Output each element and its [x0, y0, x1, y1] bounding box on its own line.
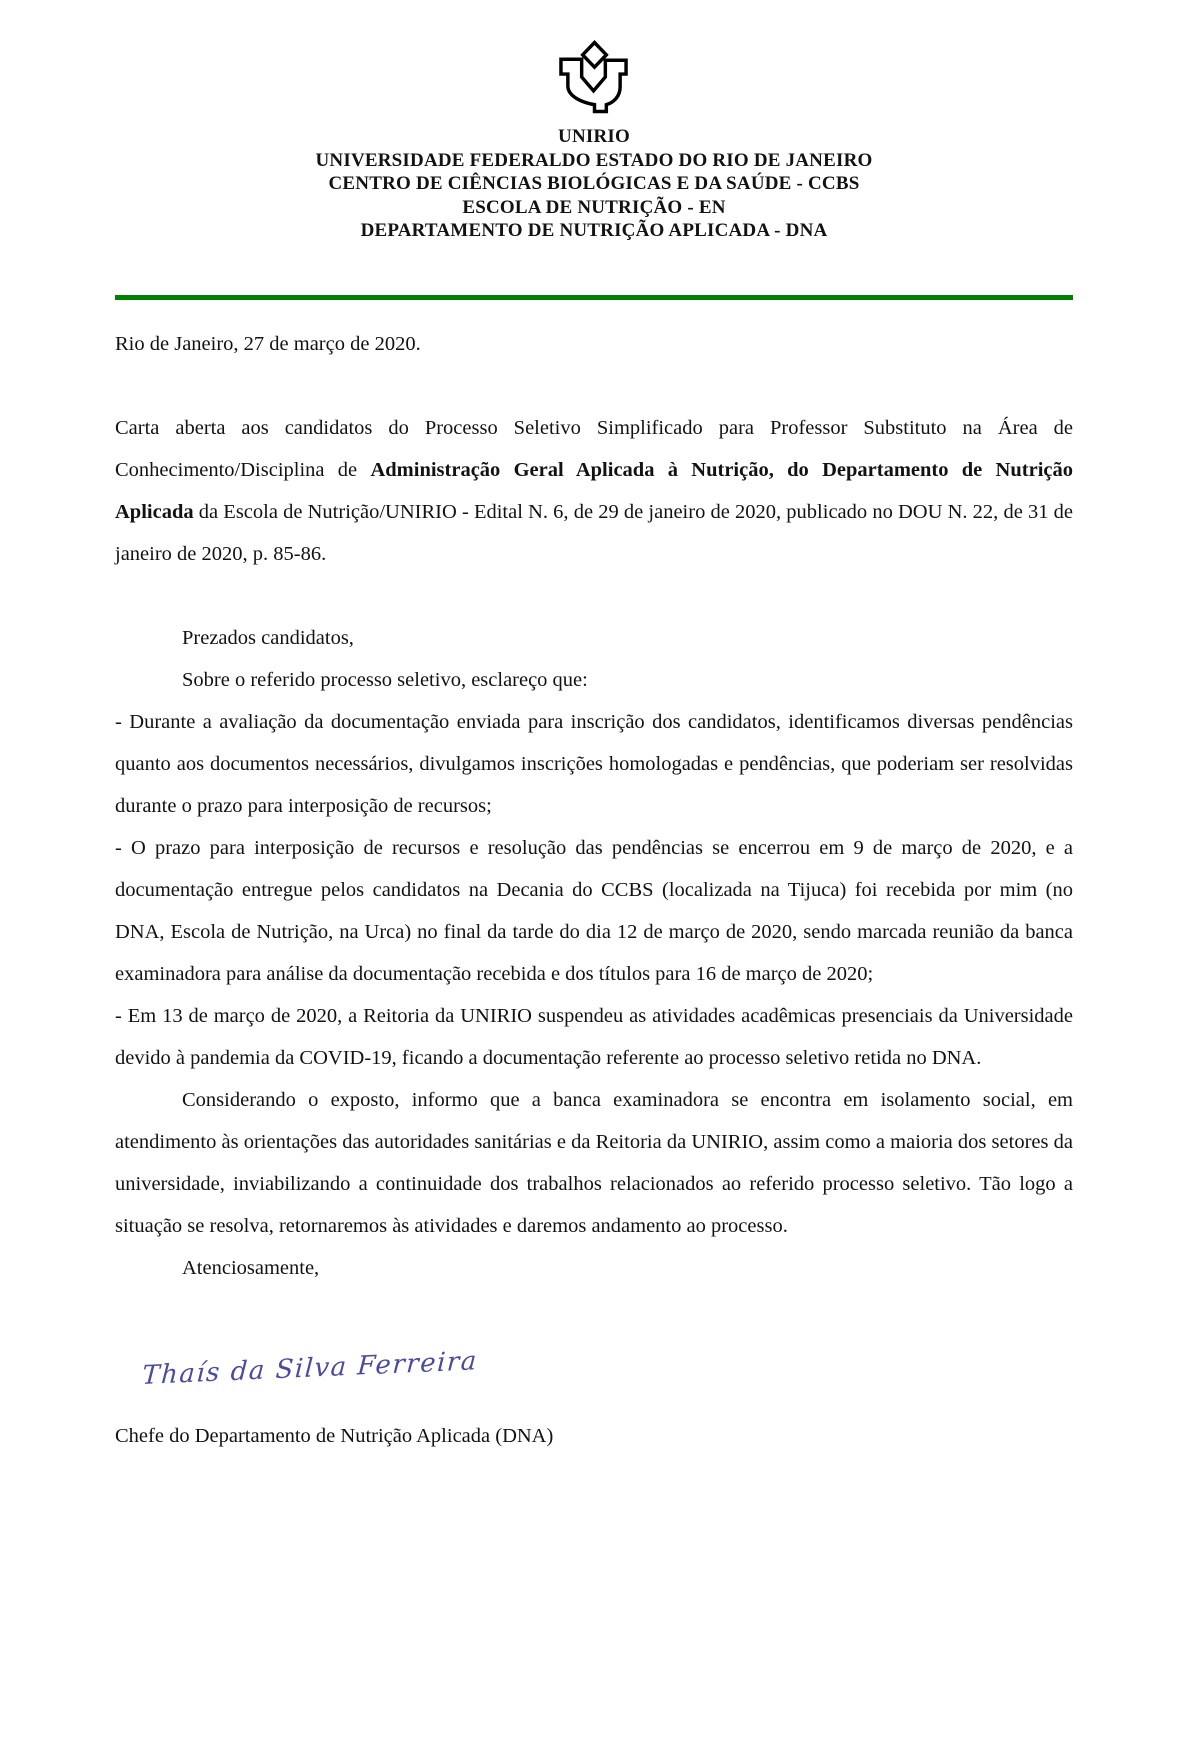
date-line: Rio de Janeiro, 27 de março de 2020.	[115, 332, 421, 355]
salutation-line: Prezados candidatos,	[182, 626, 354, 649]
intro-text-part2: da Escola de Nutrição/UNIRIO - Edital N. 6, de 29 de janeiro de 2020, publicado no DOU N. 22, de 31 de janeiro de 2020, p. 85-86.	[115, 500, 1073, 565]
header-divider-rule	[115, 295, 1073, 300]
opening-line: Sobre o referido processo seletivo, esclareço que:	[182, 668, 588, 691]
item-paragraph-3: - Em 13 de março de 2020, a Reitoria da UNIRIO suspendeu as atividades acadêmicas presenciais da Universidade devido à pandemia da COVID-19, ficando a documentação referente ao processo seletivo retida no DNA.	[115, 1004, 1073, 1069]
institution-acronym: UNIRIO	[558, 126, 630, 147]
valediction-line: Atenciosamente,	[182, 1256, 320, 1279]
handwritten-signature: Thaís da Silva Ferreira	[141, 1345, 479, 1391]
institution-department: DEPARTAMENTO DE NUTRIÇÃO APLICADA - DNA	[360, 220, 828, 241]
letter-body	[115, 323, 1073, 1457]
institution-center: CENTRO DE CIÊNCIAS BIOLÓGICAS E DA SAÚDE - CCBS	[328, 173, 860, 194]
intro-paragraph	[115, 407, 1073, 575]
unirio-tulip-logo-icon	[558, 40, 630, 116]
intro-text-part1: Carta aberta aos candidatos do Processo Seletivo Simplificado para Professor Substituto na Área de Conhecimento/Disciplina de	[115, 416, 1073, 481]
closing-paragraph: Considerando o exposto, informo que a banca examinadora se encontra em isolamento social, em atendimento às orientações das autoridades sanitárias e da Reitoria da UNIRIO, assim como a maioria dos setores da universidade, inviabilizando a continuidade dos trabalhos relacionados ao referido processo seletivo. Tão logo a situação se resolva, retornaremos às atividades e daremos andamento ao processo.	[115, 1088, 1073, 1237]
institution-school: ESCOLA DE NUTRIÇÃO - EN	[462, 196, 726, 218]
signer-title-line: Chefe do Departamento de Nutrição Aplicada (DNA)	[115, 1424, 554, 1447]
institution-header	[115, 125, 1073, 243]
item-paragraph-1: - Durante a avaliação da documentação enviada para inscrição dos candidatos, identificamos diversas pendências quanto aos documentos necessários, divulgamos inscrições homologadas e pendências, que poderiam ser resolvidas durante o prazo para interposição de recursos;	[115, 710, 1073, 817]
item-paragraph-2: - O prazo para interposição de recursos e resolução das pendências se encerrou em 9 de março de 2020, e a documentação entregue pelos candidatos na Decania do CCBS (localizada na Tijuca) foi recebida por mim (no DNA, Escola de Nutrição, na Urca) no final da tarde do dia 12 de março de 2020, sendo marcada reunião da banca examinadora para análise da documentação recebida e dos títulos para 16 de março de 2020;	[115, 836, 1073, 985]
logo-container	[115, 0, 1073, 121]
intro-text-bold: Administração Geral Aplicada à Nutrição, do Departamento de Nutrição Aplicada	[115, 458, 1073, 523]
institution-name: UNIVERSIDADE FEDERALDO ESTADO DO RIO DE JANEIRO	[315, 149, 873, 171]
